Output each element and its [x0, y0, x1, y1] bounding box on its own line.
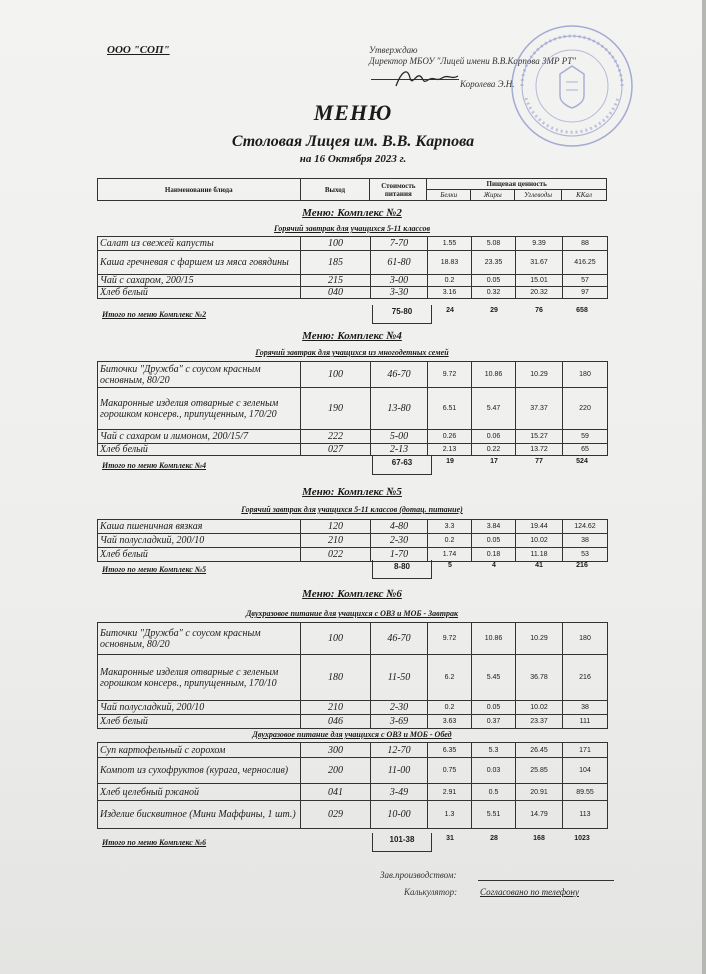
total-price: 101-38: [372, 833, 432, 852]
dish-kcal: 53: [563, 548, 608, 562]
menu-table: [97, 361, 608, 456]
dish-price: 5-00: [371, 430, 428, 444]
table-row: [98, 275, 608, 287]
dish-kcal: 180: [563, 623, 608, 655]
dish-yield: 185: [301, 251, 371, 275]
dish-fat: 0.05: [472, 534, 516, 548]
dish-carbs: 31.67: [516, 251, 563, 275]
dish-name: Хлеб белый: [98, 715, 301, 729]
dish-protein: 2.13: [428, 444, 472, 456]
table-row: [98, 251, 608, 275]
table-row: [98, 534, 608, 548]
dish-price: 11-00: [371, 758, 428, 784]
dish-fat: 10.86: [472, 623, 516, 655]
total-fat: 4: [492, 562, 496, 569]
table-row: [98, 758, 608, 784]
dish-carbs: 9.39: [516, 237, 563, 251]
dish-carbs: 36.78: [516, 655, 563, 701]
dish-fat: 5.08: [472, 237, 516, 251]
section-title: Меню: Комплекс №5: [302, 486, 402, 498]
header-price: Стоимость питания: [370, 179, 427, 201]
dish-protein: 6.35: [428, 743, 472, 758]
dish-fat: 5.45: [472, 655, 516, 701]
menu-table: [97, 236, 608, 299]
dish-price: 3-49: [371, 784, 428, 801]
table-row: [98, 548, 608, 562]
dish-kcal: 57: [563, 275, 608, 287]
group-title: Горячий завтрак для учащихся 5-11 классов (дотац. питание): [241, 505, 463, 514]
dish-kcal: 180: [563, 362, 608, 388]
total-kcal: 524: [576, 458, 588, 465]
total-protein: 19: [446, 458, 454, 465]
dish-yield: 200: [301, 758, 371, 784]
table-row: [98, 801, 608, 829]
dish-carbs: 14.79: [516, 801, 563, 829]
dish-yield: 210: [301, 534, 371, 548]
dish-kcal: 65: [563, 444, 608, 456]
total-kcal: 658: [576, 307, 588, 314]
dish-yield: 029: [301, 801, 371, 829]
dish-fat: 5.51: [472, 801, 516, 829]
dish-fat: 0.18: [472, 548, 516, 562]
dish-name: Чай с сахаром, 200/15: [98, 275, 301, 287]
table-row: [98, 430, 608, 444]
group-title: Горячий завтрак для учащихся 5-11 классов: [273, 224, 431, 233]
dish-name: Хлеб целебный ржаной: [98, 784, 301, 801]
total-label: Итого по меню Комплекс №5: [102, 565, 207, 574]
dish-name: Биточки "Дружба" с соусом красным основным, 80/20: [98, 362, 301, 388]
dish-name: Хлеб белый: [98, 548, 301, 562]
dish-carbs: 15.27: [516, 430, 563, 444]
total-protein: 5: [448, 562, 452, 569]
dish-protein: 0.26: [428, 430, 472, 444]
signature-image: [392, 64, 462, 92]
table-row: [98, 715, 608, 729]
dish-price: 46-70: [371, 623, 428, 655]
dish-kcal: 89.55: [563, 784, 608, 801]
table-row: [98, 784, 608, 801]
dish-fat: 0.37: [472, 715, 516, 729]
dish-carbs: 25.85: [516, 758, 563, 784]
dish-protein: 0.2: [428, 275, 472, 287]
dish-yield: 100: [301, 362, 371, 388]
total-label: Итого по меню Комплекс №4: [102, 461, 207, 470]
page-title: МЕНЮ: [313, 100, 393, 125]
dish-protein: 3.3: [428, 520, 472, 534]
dish-protein: 1.3: [428, 801, 472, 829]
header-carbs: Углеводы: [515, 190, 562, 201]
calculator-value: Согласовано по телефону: [480, 887, 579, 897]
dish-protein: 6.2: [428, 655, 472, 701]
table-row: [98, 287, 608, 299]
dish-fat: 3.84: [472, 520, 516, 534]
dish-yield: 022: [301, 548, 371, 562]
total-fat: 17: [490, 458, 498, 465]
total-protein: 24: [446, 307, 454, 314]
table-row: [98, 362, 608, 388]
dish-yield: 190: [301, 388, 371, 430]
dish-price: 1-70: [371, 548, 428, 562]
dish-protein: 3.16: [428, 287, 472, 299]
table-row: [98, 623, 608, 655]
dish-name: Биточки "Дружба" с соусом красным основным, 80/20: [98, 623, 301, 655]
dish-price: 2-30: [371, 534, 428, 548]
dish-carbs: 15.01: [516, 275, 563, 287]
dish-name: Макаронные изделия отварные с зеленым горошком консерв., припущенным, 170/10: [98, 655, 301, 701]
header-kcal: ККал: [562, 190, 607, 201]
dish-yield: 180: [301, 655, 371, 701]
total-price: 67-63: [372, 456, 432, 475]
dish-kcal: 38: [563, 534, 608, 548]
dish-name: Макаронные изделия отварные с зеленым горошком консерв., припущенным, 170/20: [98, 388, 301, 430]
approver-name: Королева Э.Н.: [460, 79, 515, 89]
dish-carbs: 26.45: [516, 743, 563, 758]
total-price: 75-80: [372, 305, 432, 324]
dish-price: 61-80: [371, 251, 428, 275]
header-fat: Жиры: [471, 190, 515, 201]
dish-yield: 041: [301, 784, 371, 801]
dish-fat: 0.05: [472, 275, 516, 287]
header-protein: Белки: [427, 190, 471, 201]
group-title: Горячий завтрак для учащихся из многодетных семей: [255, 348, 449, 357]
total-protein: 31: [446, 835, 454, 842]
group-title: Двухразовое питание для учащихся с ОВЗ и МОБ - Завтрак: [245, 609, 459, 618]
dish-fat: 0.32: [472, 287, 516, 299]
section-title: Меню: Комплекс №4: [302, 330, 402, 342]
dish-carbs: 37.37: [516, 388, 563, 430]
dish-price: 7-70: [371, 237, 428, 251]
dish-fat: 5.47: [472, 388, 516, 430]
table-row: [98, 655, 608, 701]
dish-yield: 046: [301, 715, 371, 729]
total-fat: 28: [490, 835, 498, 842]
dish-protein: 0.2: [428, 701, 472, 715]
dish-protein: 2.91: [428, 784, 472, 801]
chef-label: Зав.производством:: [380, 870, 457, 880]
dish-protein: 9.72: [428, 362, 472, 388]
total-carbs: 76: [535, 307, 543, 314]
approval-title: Утверждаю: [369, 45, 418, 55]
section-title: Меню: Комплекс №6: [302, 588, 402, 600]
dish-kcal: 111: [563, 715, 608, 729]
dish-yield: 040: [301, 287, 371, 299]
approval-body: Директор МБОУ "Лицей имени В.В.Карпова ЗМР РТ": [369, 56, 576, 66]
menu-table: [97, 622, 608, 729]
header-yield: Выход: [300, 179, 370, 201]
dish-kcal: 97: [563, 287, 608, 299]
dish-kcal: 216: [563, 655, 608, 701]
dish-name: Чай с сахаром и лимоном, 200/15/7: [98, 430, 301, 444]
dish-fat: 0.5: [472, 784, 516, 801]
table-row: [98, 237, 608, 251]
table-row: [98, 444, 608, 456]
dish-yield: 210: [301, 701, 371, 715]
dish-price: 11-50: [371, 655, 428, 701]
dish-kcal: 38: [563, 701, 608, 715]
dish-fat: 0.22: [472, 444, 516, 456]
dish-price: 13-80: [371, 388, 428, 430]
dish-protein: 9.72: [428, 623, 472, 655]
dish-carbs: 10.02: [516, 534, 563, 548]
dish-carbs: 13.72: [516, 444, 563, 456]
dish-fat: 0.05: [472, 701, 516, 715]
dish-price: 12-70: [371, 743, 428, 758]
dish-carbs: 19.44: [516, 520, 563, 534]
header-name: Наименование блюда: [98, 179, 301, 201]
menu-date: на 16 Октября 2023 г.: [299, 153, 407, 165]
official-stamp: [508, 22, 636, 150]
page-subtitle: Столовая Лицея им. В.В. Карпова: [231, 133, 475, 150]
total-price: 8-80: [372, 560, 432, 579]
dish-yield: 100: [301, 623, 371, 655]
dish-fat: 5.3: [472, 743, 516, 758]
dish-protein: 1.55: [428, 237, 472, 251]
dish-protein: 0.2: [428, 534, 472, 548]
dish-kcal: 416.25: [563, 251, 608, 275]
dish-carbs: 11.18: [516, 548, 563, 562]
dish-protein: 0.75: [428, 758, 472, 784]
dish-name: Суп картофельный с горохом: [98, 743, 301, 758]
calculator-label: Калькулятор:: [404, 887, 458, 897]
total-fat: 29: [490, 307, 498, 314]
table-row: [98, 743, 608, 758]
dish-kcal: 171: [563, 743, 608, 758]
group-title: Двухразовое питание для учащихся с ОВЗ и МОБ - Обед: [252, 730, 452, 739]
dish-yield: 300: [301, 743, 371, 758]
table-row: [98, 701, 608, 715]
dish-name: Хлеб белый: [98, 287, 301, 299]
dish-kcal: 88: [563, 237, 608, 251]
dish-price: 3-69: [371, 715, 428, 729]
dish-name: Изделие бисквитное (Мини Маффины, 1 шт.): [98, 801, 301, 829]
dish-yield: 222: [301, 430, 371, 444]
dish-protein: 1.74: [428, 548, 472, 562]
chef-signature-line: [478, 880, 614, 881]
dish-price: 3-30: [371, 287, 428, 299]
dish-protein: 18.83: [428, 251, 472, 275]
dish-fat: 10.86: [472, 362, 516, 388]
dish-carbs: 10.29: [516, 623, 563, 655]
dish-kcal: 124.62: [563, 520, 608, 534]
dish-kcal: 113: [563, 801, 608, 829]
dish-price: 4-80: [371, 520, 428, 534]
dish-name: Чай полусладкий, 200/10: [98, 701, 301, 715]
organization-name: ООО "СОП": [107, 44, 170, 56]
dish-fat: 0.06: [472, 430, 516, 444]
dish-name: Хлеб белый: [98, 444, 301, 456]
dish-carbs: 10.29: [516, 362, 563, 388]
dish-name: Каша гречневая с фаршем из мяса говядины: [98, 251, 301, 275]
table-row: [98, 520, 608, 534]
dish-kcal: 59: [563, 430, 608, 444]
dish-price: 10-00: [371, 801, 428, 829]
dish-fat: 0.03: [472, 758, 516, 784]
dish-price: 46-70: [371, 362, 428, 388]
dish-kcal: 220: [563, 388, 608, 430]
table-row: [98, 388, 608, 430]
dish-carbs: 10.02: [516, 701, 563, 715]
total-carbs: 41: [535, 562, 543, 569]
total-kcal: 216: [576, 562, 588, 569]
dish-carbs: 20.32: [516, 287, 563, 299]
total-carbs: 168: [533, 835, 545, 842]
menu-table: [97, 519, 608, 562]
dish-fat: 23.35: [472, 251, 516, 275]
dish-protein: 3.63: [428, 715, 472, 729]
dish-name: Чай полусладкий, 200/10: [98, 534, 301, 548]
dish-carbs: 20.91: [516, 784, 563, 801]
header-nutrition: Пищевая ценность: [427, 179, 607, 190]
total-kcal: 1023: [574, 835, 590, 842]
dish-price: 2-30: [371, 701, 428, 715]
dish-kcal: 104: [563, 758, 608, 784]
column-header: [97, 178, 607, 201]
total-carbs: 77: [535, 458, 543, 465]
dish-yield: 027: [301, 444, 371, 456]
dish-yield: 215: [301, 275, 371, 287]
dish-name: Салат из свежей капусты: [98, 237, 301, 251]
total-label: Итого по меню Комплекс №6: [102, 838, 207, 847]
dish-yield: 100: [301, 237, 371, 251]
dish-protein: 6.51: [428, 388, 472, 430]
section-title: Меню: Комплекс №2: [302, 207, 402, 219]
menu-table: [97, 742, 608, 829]
dish-carbs: 23.37: [516, 715, 563, 729]
dish-name: Каша пшеничная вязкая: [98, 520, 301, 534]
dish-name: Компот из сухофруктов (курага, чернослив): [98, 758, 301, 784]
total-label: Итого по меню Комплекс №2: [102, 310, 207, 319]
dish-price: 3-00: [371, 275, 428, 287]
dish-price: 2-13: [371, 444, 428, 456]
dish-yield: 120: [301, 520, 371, 534]
